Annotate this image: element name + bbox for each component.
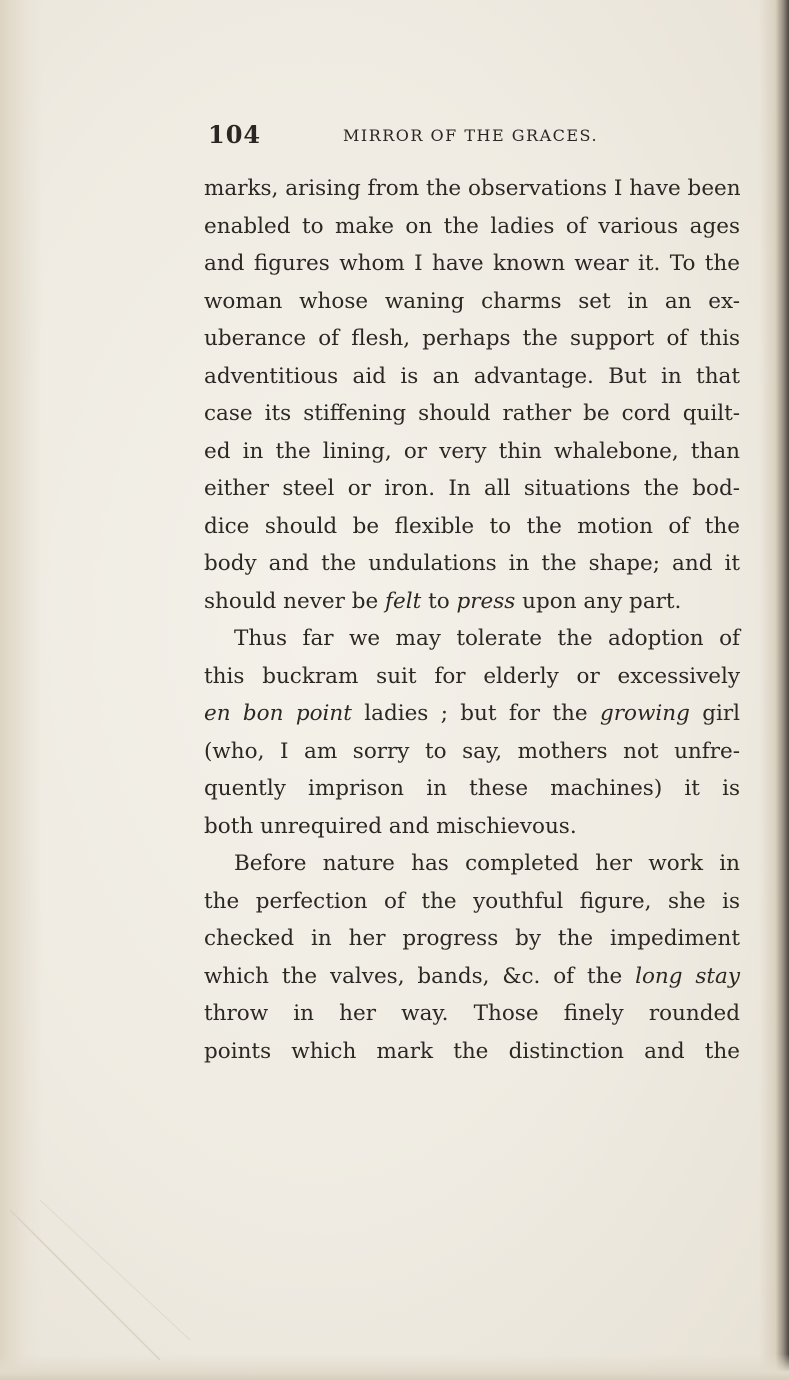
page-header (208, 120, 748, 160)
text-line: ed in the lining, or very thin whalebone, than (204, 438, 740, 464)
page-edge-shadow (759, 0, 789, 1380)
italic-run: press (456, 588, 516, 614)
text-line (204, 958, 740, 996)
paper-crease (0, 1190, 200, 1380)
running-head: MIRROR OF THE GRACES. (343, 126, 599, 145)
text-line: adventitious aid is an advantage. But in that (204, 363, 740, 389)
text-line: this buckram suit for elderly or excessively (204, 663, 740, 689)
text-line: dice should be flexible to the motion of the (204, 513, 740, 539)
text-line: marks, arising from the observations I have been (204, 176, 741, 201)
text-run: which the valves, bands, &c. of the (204, 963, 636, 989)
text-line: quently imprison in these machines) it is (204, 776, 740, 801)
italic-run: long stay (635, 963, 740, 989)
text-line (204, 583, 740, 621)
text-line (204, 695, 740, 733)
text-line: body and the undulations in the shape; and it (204, 551, 740, 576)
text-line: (who, I am sorry to say, mothers not unfre- (204, 738, 740, 764)
text-line: the perfection of the youthful figure, she is (204, 888, 740, 914)
text-line: points which mark the distinction and the (204, 1038, 740, 1064)
page-number: 104 (208, 120, 262, 149)
text-line: both unrequired and mischievous. (204, 813, 577, 839)
text-run: girl (689, 701, 740, 726)
italic-run: growing (599, 701, 690, 726)
text-run: to (421, 588, 457, 614)
text-line: Before nature has completed her work in (234, 851, 740, 876)
text-line: Thus far we may tolerate the adoption of (234, 626, 740, 651)
text-line: uberance of flesh, perhaps the support of this (204, 326, 740, 351)
text-run: should never be (204, 588, 386, 614)
text-line: case its stiffening should rather be cord quilt- (204, 401, 740, 426)
italic-run: felt (385, 588, 422, 614)
text-line: either steel or iron. In all situations the bod- (204, 476, 740, 501)
text-line: and figures whom I have known wear it. To the (204, 251, 740, 276)
text-line: throw in her way. Those finely rounded (204, 1001, 740, 1026)
body-text (204, 170, 740, 1070)
text-run: ladies ; but for the (351, 701, 600, 726)
text-line: enabled to make on the ladies of various ages (204, 213, 740, 239)
text-line: checked in her progress by the impediment (204, 926, 740, 951)
text-line: woman whose waning charms set in an ex- (204, 288, 740, 314)
gutter-shadow (0, 0, 42, 1380)
italic-run: en bon point (204, 701, 352, 726)
text-run: upon any part. (515, 588, 682, 614)
